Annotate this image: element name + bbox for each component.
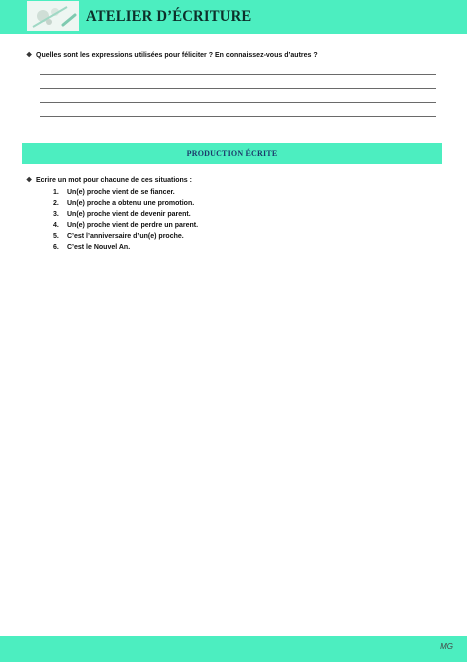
list-item xyxy=(53,209,198,220)
list-text: C’est l’anniversaire d’un(e) proche. xyxy=(67,233,184,241)
bullet-diamond-icon: ❖ xyxy=(26,52,33,59)
list-item xyxy=(53,231,198,242)
answer-line[interactable] xyxy=(40,102,436,103)
list-number: 3. xyxy=(53,211,59,219)
section-banner xyxy=(22,143,442,164)
answer-line[interactable] xyxy=(40,74,436,75)
list-number: 4. xyxy=(53,222,59,230)
question xyxy=(26,51,318,59)
answer-line[interactable] xyxy=(40,88,436,89)
list-text: Un(e) proche a obtenu une promotion. xyxy=(67,200,195,208)
list-text: Un(e) proche vient de perdre un parent. xyxy=(67,222,199,230)
list-number: 5. xyxy=(53,233,59,241)
list-item xyxy=(53,187,198,198)
logo-image xyxy=(27,1,79,31)
list-number: 1. xyxy=(53,189,59,196)
list-text: Un(e) proche vient de devenir parent. xyxy=(67,211,191,219)
section-title: PRODUCTION ÉCRITE xyxy=(186,149,278,158)
list-number: 6. xyxy=(53,244,59,252)
list-number: 2. xyxy=(53,200,59,208)
list-text: C’est le Nouvel An. xyxy=(67,244,131,252)
list-item xyxy=(53,242,198,253)
footer-initials: MG xyxy=(440,642,453,651)
list-item xyxy=(53,220,198,231)
answer-line[interactable] xyxy=(40,116,436,117)
situation-list xyxy=(53,187,198,254)
list-item xyxy=(53,198,198,209)
list-text: Un(e) proche vient de se fiancer. xyxy=(67,189,175,196)
page-title: ATELIER D’ÉCRITURE xyxy=(86,8,252,25)
footer-band xyxy=(0,636,467,662)
instruction-text: Ecrire un mot pour chacune de ces situations : xyxy=(36,177,192,184)
bullet-diamond-icon: ❖ xyxy=(26,177,33,184)
question-text: Quelles sont les expressions utilisées pour féliciter ? En connaissez-vous d’autres ? xyxy=(36,52,318,59)
instruction xyxy=(26,176,192,184)
